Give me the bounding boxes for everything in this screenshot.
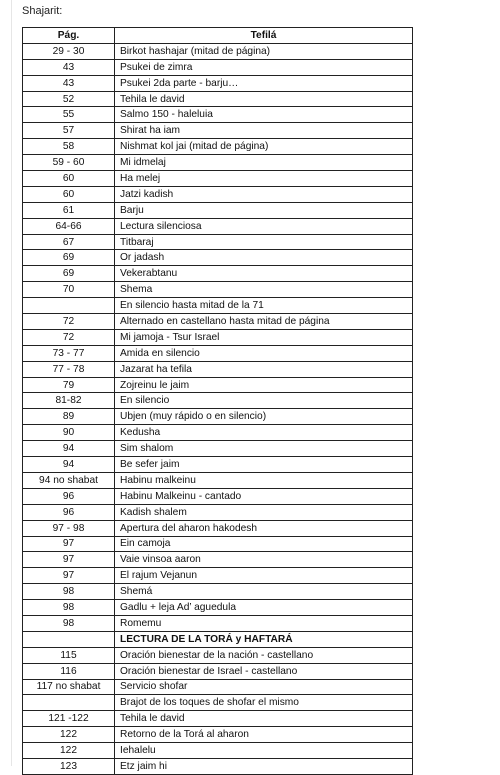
page-cell: 67 [23, 234, 115, 250]
page-cell: 60 [23, 171, 115, 187]
prayer-cell: Iehalelu [115, 743, 413, 759]
page-cell: 97 [23, 536, 115, 552]
table-row [23, 155, 413, 171]
page-cell: 59 - 60 [23, 155, 115, 171]
table-row [23, 314, 413, 330]
prayer-cell: Zojreinu le jaim [115, 377, 413, 393]
page-cell: 122 [23, 727, 115, 743]
table-row [23, 91, 413, 107]
page-cell: 94 [23, 457, 115, 473]
section-heading: Shajarit: [22, 5, 63, 17]
table-row [23, 202, 413, 218]
table-row [23, 600, 413, 616]
page-cell: 96 [23, 504, 115, 520]
prayer-cell: Shema [115, 282, 413, 298]
table-row [23, 250, 413, 266]
prayer-cell: Brajot de los toques de shofar el mismo [115, 695, 413, 711]
table-row [23, 393, 413, 409]
prayer-cell: Tehila le david [115, 91, 413, 107]
table-row [23, 282, 413, 298]
table-row [23, 536, 413, 552]
page-cell: 89 [23, 409, 115, 425]
page-cell: 116 [23, 663, 115, 679]
table-row [23, 139, 413, 155]
page-cell: 69 [23, 250, 115, 266]
prayer-cell: Alternado en castellano hasta mitad de página [115, 314, 413, 330]
prayer-cell: Psukei 2da parte - barju… [115, 75, 413, 91]
table-row [23, 425, 413, 441]
prayer-cell: Vekerabtanu [115, 266, 413, 282]
prayer-cell: Retorno de la Torá al aharon [115, 727, 413, 743]
table-row [23, 409, 413, 425]
page-cell [23, 631, 115, 647]
page-cell: 122 [23, 743, 115, 759]
table-row [23, 520, 413, 536]
table-row [23, 758, 413, 774]
page-cell: 57 [23, 123, 115, 139]
prayer-cell: Etz jaim hi [115, 758, 413, 774]
prayer-cell: Amida en silencio [115, 345, 413, 361]
page-cell [23, 298, 115, 314]
page-cell: 123 [23, 758, 115, 774]
table-header-row [23, 28, 413, 44]
prayer-schedule-table [22, 27, 413, 775]
table-row [23, 345, 413, 361]
table-row [23, 584, 413, 600]
table-row [23, 695, 413, 711]
table-row [23, 234, 413, 250]
prayer-cell: Vaie vinsoa aaron [115, 552, 413, 568]
prayer-cell: Titbaraj [115, 234, 413, 250]
prayer-cell: Be sefer jaim [115, 457, 413, 473]
page-column-header: Pág. [23, 28, 115, 44]
table-row [23, 488, 413, 504]
table-row [23, 107, 413, 123]
page-cell: 72 [23, 314, 115, 330]
prayer-cell: Ha melej [115, 171, 413, 187]
prayer-cell: Lectura silenciosa [115, 218, 413, 234]
table-row [23, 59, 413, 75]
page-cell: 55 [23, 107, 115, 123]
page-cell: 79 [23, 377, 115, 393]
page-cell: 73 - 77 [23, 345, 115, 361]
prayer-cell: Kadish shalem [115, 504, 413, 520]
page-cell: 90 [23, 425, 115, 441]
page-cell: 97 [23, 568, 115, 584]
page-cell: 77 - 78 [23, 361, 115, 377]
table-row [23, 647, 413, 663]
table-row [23, 679, 413, 695]
page-cell: 98 [23, 600, 115, 616]
margin-rule [11, 0, 12, 766]
prayer-cell: Romemu [115, 615, 413, 631]
table-row [23, 472, 413, 488]
table-row [23, 171, 413, 187]
page-cell: 98 [23, 615, 115, 631]
page-cell: 115 [23, 647, 115, 663]
prayer-cell: Apertura del aharon hakodesh [115, 520, 413, 536]
page-cell: 70 [23, 282, 115, 298]
page-cell: 81-82 [23, 393, 115, 409]
page-cell: 69 [23, 266, 115, 282]
table-row [23, 615, 413, 631]
page-cell: 117 no shabat [23, 679, 115, 695]
prayer-column-header: Tefilá [115, 28, 413, 44]
table-row [23, 663, 413, 679]
page-cell: 29 - 30 [23, 43, 115, 59]
page-cell: 121 -122 [23, 711, 115, 727]
page-cell: 97 - 98 [23, 520, 115, 536]
prayer-cell: Mi jamoja - Tsur Israel [115, 329, 413, 345]
prayer-cell: Gadlu + leja Ad’ aguedula [115, 600, 413, 616]
prayer-cell: Ein camoja [115, 536, 413, 552]
prayer-cell: Tehila le david [115, 711, 413, 727]
table-row [23, 504, 413, 520]
prayer-cell: El rajum Vejanun [115, 568, 413, 584]
prayer-cell: Jatzi kadish [115, 186, 413, 202]
prayer-cell: Habinu Malkeinu - cantado [115, 488, 413, 504]
table-row [23, 123, 413, 139]
prayer-cell: Or jadash [115, 250, 413, 266]
prayer-cell: Salmo 150 - haleluia [115, 107, 413, 123]
page-cell: 52 [23, 91, 115, 107]
page-cell: 60 [23, 186, 115, 202]
prayer-cell: Servicio shofar [115, 679, 413, 695]
prayer-cell: Jazarat ha tefila [115, 361, 413, 377]
prayer-cell: Mi idmelaj [115, 155, 413, 171]
page-cell: 64-66 [23, 218, 115, 234]
table-row [23, 631, 413, 647]
page-cell [23, 695, 115, 711]
prayer-cell: Birkot hashajar (mitad de página) [115, 43, 413, 59]
table-row [23, 218, 413, 234]
table-row [23, 298, 413, 314]
page-cell: 43 [23, 75, 115, 91]
prayer-cell: Shemá [115, 584, 413, 600]
table-row [23, 186, 413, 202]
prayer-cell: Barju [115, 202, 413, 218]
prayer-cell: Shirat ha iam [115, 123, 413, 139]
table-row [23, 743, 413, 759]
table-row [23, 441, 413, 457]
table-row [23, 727, 413, 743]
page-cell: 97 [23, 552, 115, 568]
prayer-cell: Habinu malkeinu [115, 472, 413, 488]
prayer-cell: Oración bienestar de la nación - castellano [115, 647, 413, 663]
prayer-cell: En silencio [115, 393, 413, 409]
table-row [23, 568, 413, 584]
page-cell: 72 [23, 329, 115, 345]
prayer-cell: En silencio hasta mitad de la 71 [115, 298, 413, 314]
table-row [23, 711, 413, 727]
prayer-cell: Oración bienestar de Israel - castellano [115, 663, 413, 679]
table-row [23, 329, 413, 345]
table-row [23, 552, 413, 568]
prayer-cell: Nishmat kol jai (mitad de página) [115, 139, 413, 155]
prayer-cell: LECTURA DE LA TORÁ y HAFTARÁ [115, 631, 413, 647]
page-cell: 58 [23, 139, 115, 155]
table-row [23, 75, 413, 91]
table-row [23, 457, 413, 473]
prayer-cell: Ubjen (muy rápido o en silencio) [115, 409, 413, 425]
page-cell: 61 [23, 202, 115, 218]
page-cell: 94 no shabat [23, 472, 115, 488]
prayer-cell: Sim shalom [115, 441, 413, 457]
table-row [23, 377, 413, 393]
table-row [23, 43, 413, 59]
table-row [23, 266, 413, 282]
table-row [23, 361, 413, 377]
prayer-cell: Psukei de zimra [115, 59, 413, 75]
page-cell: 98 [23, 584, 115, 600]
page-cell: 94 [23, 441, 115, 457]
page-cell: 43 [23, 59, 115, 75]
page-cell: 96 [23, 488, 115, 504]
prayer-cell: Kedusha [115, 425, 413, 441]
